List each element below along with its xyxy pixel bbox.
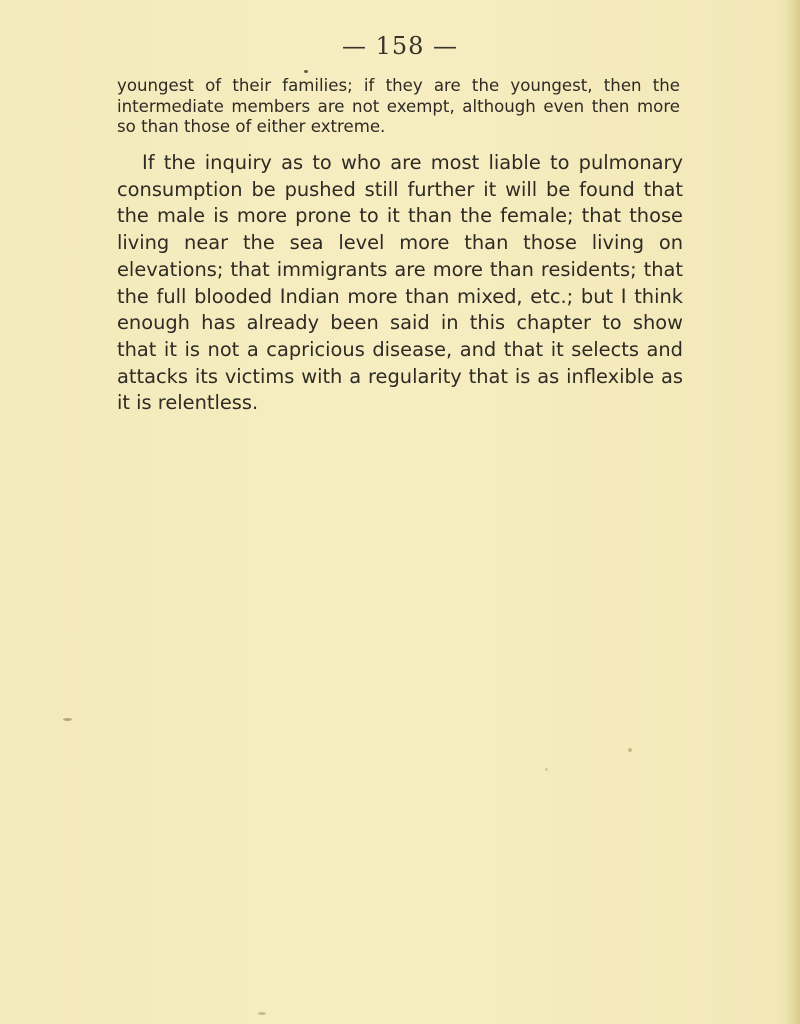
paper-speck bbox=[628, 748, 632, 752]
paper-speck bbox=[258, 1012, 266, 1015]
paper-speck bbox=[545, 768, 548, 771]
page-edge-shadow bbox=[786, 0, 800, 1024]
main-paragraph bbox=[117, 150, 683, 417]
continued-paragraph: youngest of their families; if they are the youngest, then the intermediate members are not exempt, although even then more so than those of either extreme. bbox=[117, 76, 680, 136]
page-number: — 158 — bbox=[341, 32, 459, 60]
main-paragraph-text: If the inquiry as to who are most liable to pulmonary consumption be pushed still further it will be found that the male is more prone to it than the female; that those living near the sea level more than those living on elevations; that immigrants are more than residents; that the full blooded Indian more than mixed, etc.; but I think enough has already been said in this chapter to show that it is not a capricious disease, and that it selects and attacks its victims with a regularity that is as inflexible as it is relentless. bbox=[117, 151, 683, 415]
paper-speck bbox=[63, 718, 72, 721]
paper-speck bbox=[304, 70, 308, 73]
